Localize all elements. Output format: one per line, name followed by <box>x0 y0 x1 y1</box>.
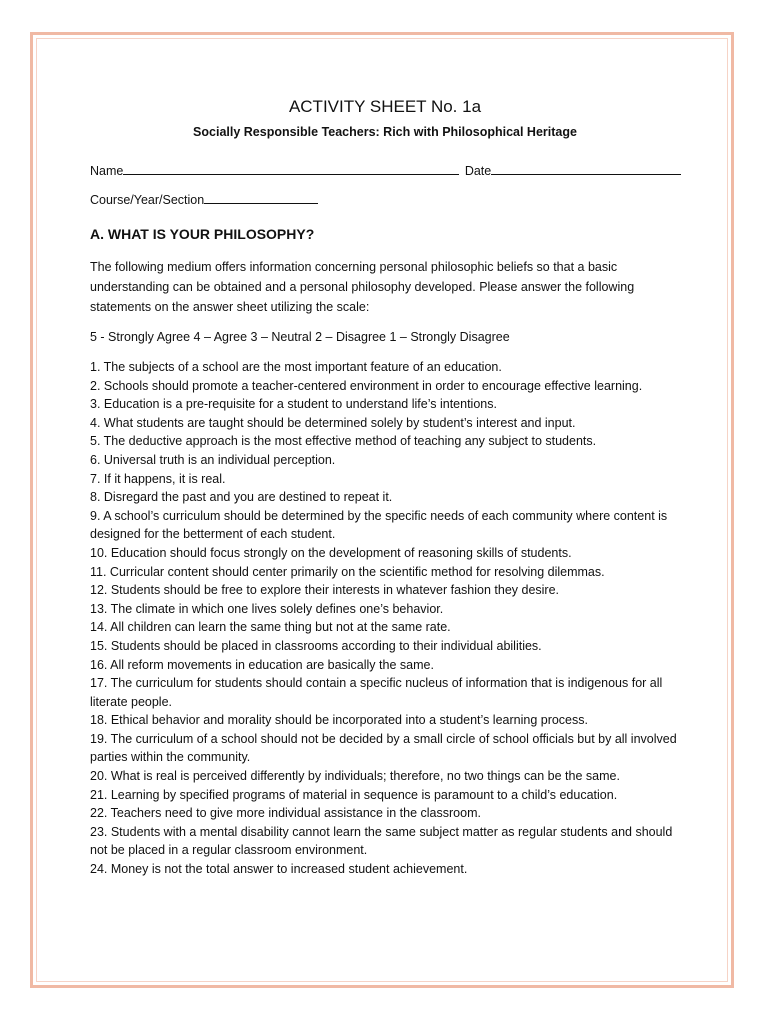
statement-item: 21. Learning by specified programs of material in sequence is paramount to a child’s education. <box>90 787 618 802</box>
statement-item: 20. What is real is perceived differently by individuals; therefore, no two things can be the same. <box>90 769 620 784</box>
statement-item: 11. Curricular content should center primarily on the scientific method for resolving dilemmas. <box>90 564 605 579</box>
statement-item: 2. Schools should promote a teacher-centered environment in order to encourage effective learning. <box>90 378 643 393</box>
intro-paragraph: The following medium offers information concerning personal philosophic beliefs so that a basic understanding can be obtained and a personal philosophy developed. Please answer the following statements on the answer sheet utilizing the scale: <box>90 260 635 314</box>
sheet-title: ACTIVITY SHEET No. 1a <box>288 97 482 116</box>
course-row <box>90 191 680 209</box>
statement-item: 7. If it happens, it is real. <box>90 471 226 486</box>
statement-item: 13. The climate in which one lives solely defines one’s behavior. <box>90 601 444 616</box>
name-date-row <box>90 162 680 180</box>
statement-item: 22. Teachers need to give more individual assistance in the classroom. <box>90 806 481 821</box>
statement-item: 6. Universal truth is an individual perception. <box>90 452 336 467</box>
activity-sheet <box>90 94 680 879</box>
statement-item: 16. All reform movements in education are basically the same. <box>90 657 434 672</box>
statement-item: 9. A school’s curriculum should be determined by the specific needs of each community where content is designed for the betterment of each student. <box>90 508 668 542</box>
statement-item: 15. Students should be placed in classrooms according to their individual abilities. <box>90 638 542 653</box>
statement-item: 12. Students should be free to explore their interests in whatever fashion they desire. <box>90 583 560 598</box>
statement-item: 19. The curriculum of a school should not be decided by a small circle of school officials but by all involved parties within the community. <box>90 731 677 765</box>
statement-item: 18. Ethical behavior and morality should be incorporated into a student’s learning process. <box>90 713 588 728</box>
statement-item: 3. Education is a pre-requisite for a student to understand life’s intentions. <box>90 397 497 412</box>
date-blank[interactable] <box>491 162 681 175</box>
statement-list <box>90 358 680 879</box>
statement-item: 8. Disregard the past and you are destined to repeat it. <box>90 490 393 505</box>
statement-item: 24. Money is not the total answer to increased student achievement. <box>90 862 468 877</box>
rating-scale: 5 - Strongly Agree 4 – Agree 3 – Neutral 2 – Disagree 1 – Strongly Disagree <box>90 330 510 344</box>
statement-item: 14. All children can learn the same thing but not at the same rate. <box>90 620 451 635</box>
statement-item: 10. Education should focus strongly on the development of reasoning skills of students. <box>90 545 572 560</box>
name-blank[interactable] <box>123 162 459 175</box>
course-label: Course/Year/Section <box>90 193 205 207</box>
section-heading: A. WHAT IS YOUR PHILOSOPHY? <box>90 226 315 242</box>
sheet-subtitle: Socially Responsible Teachers: Rich with Philosophical Heritage <box>193 125 577 139</box>
statement-item: 5. The deductive approach is the most effective method of teaching any subject to students. <box>90 434 597 449</box>
date-label: Date <box>464 164 492 178</box>
statement-item: 1. The subjects of a school are the most important feature of an education. <box>90 360 502 374</box>
statement-item: 17. The curriculum for students should contain a specific nucleus of information that is indigenous for all literate people. <box>90 676 663 709</box>
course-blank[interactable] <box>204 191 318 204</box>
statement-item: 23. Students with a mental disability cannot learn the same subject matter as regular students and should not be placed in a regular classroom environment. <box>90 824 673 858</box>
statement-item: 4. What students are taught should be determined solely by student’s interest and input. <box>90 415 576 430</box>
name-label: Name <box>90 164 124 178</box>
